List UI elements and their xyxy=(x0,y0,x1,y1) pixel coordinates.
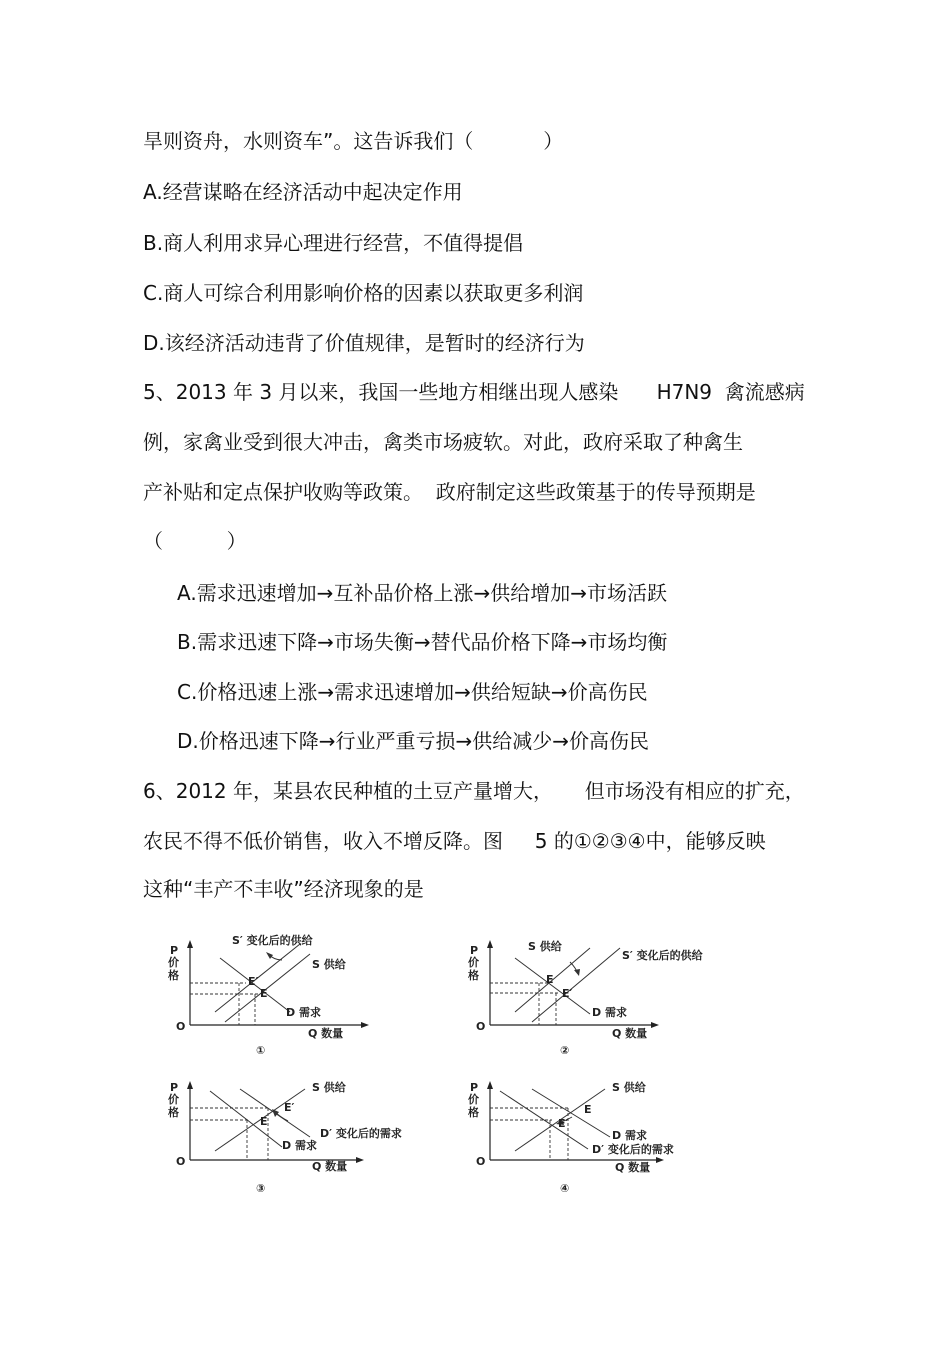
graph-4 xyxy=(460,1075,760,1200)
axis-price-label-2: 格 xyxy=(168,969,179,982)
q5-option-d: D.价格迅速下降→行业严重亏损→供给减少→价高伤民 xyxy=(177,729,650,753)
graph-number: ② xyxy=(560,1044,570,1057)
axis-p-label: P xyxy=(470,944,479,957)
axis-price-label-1: 价 xyxy=(468,956,479,969)
axis-p-label: P xyxy=(170,1081,179,1094)
q5-option-a: A.需求迅速增加→互补品价格上涨→供给增加→市场活跃 xyxy=(177,581,667,605)
d-prime-label: D′ 变化后的需求 xyxy=(320,1127,402,1140)
e-prime-label: E′ xyxy=(284,1101,295,1114)
s-label: S 供给 xyxy=(312,958,346,971)
s-prime-label: S′ 变化后的供给 xyxy=(622,949,703,962)
q5-stem-line-2: 例，家禽业受到很大冲击，禽类市场疲软。对此，政府采取了种禽生 xyxy=(143,430,743,454)
e-label: E xyxy=(546,973,554,986)
axis-q-label: Q 数量 xyxy=(615,1161,651,1174)
y-axis-arrow xyxy=(187,940,193,948)
axis-q-label: Q 数量 xyxy=(612,1027,648,1040)
q4-option-d: D.该经济活动违背了价值规律，是暂时的经济行为 xyxy=(143,331,585,355)
q5-stem-line-3: 产补贴和定点保护收购等政策。 政府制定这些政策基于的传导预期是 xyxy=(143,480,756,504)
q5-option-c: C.价格迅速上涨→需求迅速增加→供给短缺→价高伤民 xyxy=(177,680,648,704)
axis-price-label-1: 价 xyxy=(468,1093,479,1106)
origin-label: O xyxy=(176,1020,186,1033)
y-axis-arrow xyxy=(187,1081,193,1089)
q5-option-b: B.需求迅速下降→市场失衡→替代品价格下降→市场均衡 xyxy=(177,630,668,654)
q5-answer-blank: （ ） xyxy=(143,529,247,553)
axis-price-label-1: 价 xyxy=(168,956,179,969)
e-prime-label: E′ xyxy=(248,975,259,988)
axis-price-label-2: 格 xyxy=(168,1106,179,1119)
e-label: E xyxy=(260,1115,268,1128)
x-axis-arrow xyxy=(356,1157,364,1163)
origin-label: O xyxy=(476,1155,486,1168)
e-prime-label: E′ xyxy=(558,1117,569,1130)
q6-stem-line-3: 这种“丰产不丰收”经济现象的是 xyxy=(143,877,424,901)
origin-label: O xyxy=(176,1155,186,1168)
axis-p-label: P xyxy=(170,944,179,957)
x-axis-arrow xyxy=(656,1157,664,1163)
graph-1 xyxy=(160,930,450,1060)
x-axis-arrow xyxy=(361,1022,369,1028)
axis-q-label: Q 数量 xyxy=(312,1160,348,1173)
graph-number: ① xyxy=(256,1044,266,1057)
axis-q-label: Q 数量 xyxy=(308,1027,344,1040)
shift-arrow-head xyxy=(574,969,580,976)
q5-stem-line-1: 5、2013 年 3 月以来，我国一些地方相继出现人感染 H7N9 禽流感病 xyxy=(143,380,805,404)
shift-arrow-head xyxy=(266,952,273,959)
graph-number: ③ xyxy=(256,1182,266,1195)
graph-3 xyxy=(160,1075,460,1200)
y-axis-arrow xyxy=(487,1081,493,1089)
q6-stem-line-2: 农民不得不低价销售，收入不增反降。图 5 的①②③④中，能够反映 xyxy=(143,829,766,853)
d-label: D 需求 xyxy=(612,1129,647,1142)
e-label: E xyxy=(584,1103,592,1116)
y-axis-arrow xyxy=(487,940,493,948)
axis-price-label-1: 价 xyxy=(168,1093,179,1106)
e-prime-label: E′ xyxy=(562,987,573,1000)
demand-curve xyxy=(532,1089,610,1137)
d-prime-label: D′ 变化后的需求 xyxy=(592,1143,674,1156)
d-label: D 需求 xyxy=(286,1006,321,1019)
q4-option-a: A.经营谋略在经济活动中起决定作用 xyxy=(143,180,463,204)
demand-curve xyxy=(210,1091,282,1147)
d-label: D 需求 xyxy=(282,1139,317,1152)
q6-stem-line-1: 6、2012 年，某县农民种植的土豆产量增大， 但市场没有相应的扩充， xyxy=(143,779,805,803)
s-label: S 供给 xyxy=(312,1081,346,1094)
shift-arrow-head xyxy=(272,1109,279,1117)
axis-price-label-2: 格 xyxy=(468,969,479,982)
s-label: S 供给 xyxy=(528,940,562,953)
e-label: E xyxy=(260,987,268,1000)
d-label: D 需求 xyxy=(592,1006,627,1019)
x-axis-arrow xyxy=(651,1022,659,1028)
shifted-demand-curve xyxy=(500,1091,588,1149)
s-prime-label: S′ 变化后的供给 xyxy=(232,934,313,947)
q4-option-b: B.商人利用求异心理进行经营，不值得提倡 xyxy=(143,231,524,255)
graph-number: ④ xyxy=(560,1182,570,1195)
graph-2 xyxy=(460,930,770,1060)
axis-p-label: P xyxy=(470,1081,479,1094)
axis-price-label-2: 格 xyxy=(468,1106,479,1119)
q4-option-c: C.商人可综合利用影响价格的因素以获取更多利润 xyxy=(143,281,584,305)
s-label: S 供给 xyxy=(612,1081,646,1094)
demand-curve xyxy=(515,958,590,1014)
q4-stem-line: 旱则资舟，水则资车”。这告诉我们（ ） xyxy=(143,129,564,153)
origin-label: O xyxy=(476,1020,486,1033)
